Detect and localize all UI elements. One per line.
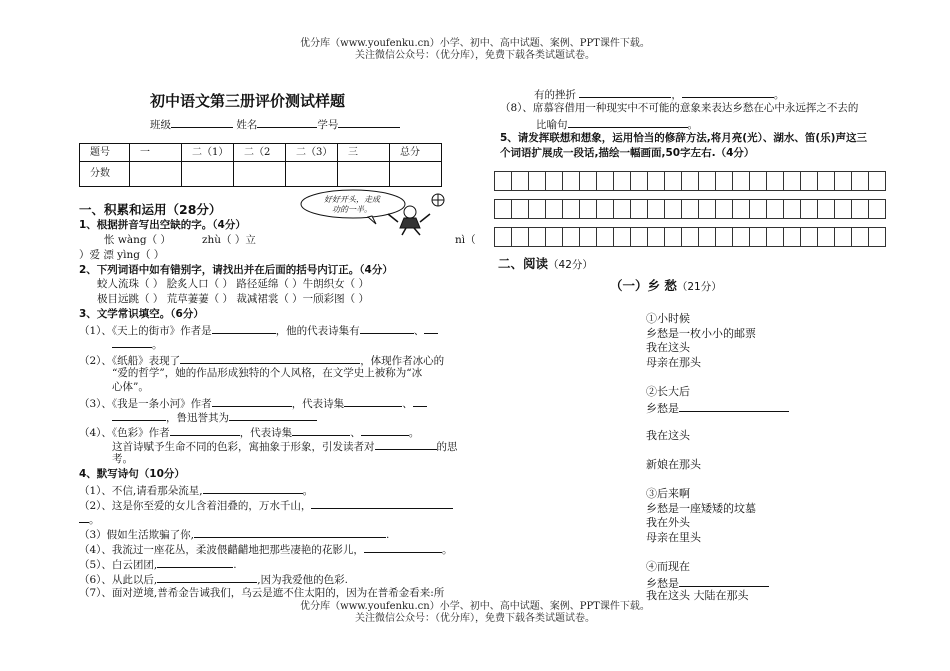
grid-cell[interactable] [647,199,665,219]
poem-line [646,473,789,488]
q4-title: 4、默写诗句（10分） [79,468,185,480]
name-label: 姓名 [236,119,258,131]
poem-score: （21分） [676,281,722,293]
q3-l4b-text: ，代表诗集 [239,427,293,439]
answer-blank[interactable] [180,352,360,364]
grid-cell[interactable] [681,171,699,191]
grid-cell[interactable] [783,227,801,247]
q3-line2-c: “爱的哲学”，她的作品形成独特的个人风格，在文学史上被称为“冰 [112,367,423,379]
q4-line7: （7）、面对逆境,普希金告诫我们，乌云是遮不住太阳的，因为在普希金看来:所 [79,587,445,599]
grid-cell[interactable] [579,199,597,219]
answer-blank[interactable] [194,526,386,538]
footer-line-1: 优分库（www.youfenku.cn）小学、初中、高中试题、案例、PPT课件下载。 [300,601,650,612]
q3-line4-cont [112,438,458,454]
q4-line5 [79,556,237,572]
grid-cell[interactable] [494,171,512,191]
q4-l5b-text: . [233,559,237,571]
grid-cell[interactable] [613,227,631,247]
poem-line: 乡愁是一座矮矮的坟墓 [646,501,756,515]
q3-l4c-text: 、 [350,427,361,439]
poem-line: 母亲在里头 [646,530,701,544]
answer-blank[interactable] [679,400,789,412]
grid-cell[interactable] [783,199,801,219]
score-cell[interactable] [182,162,234,187]
grid-row [494,171,886,191]
r1-text: 有的挫折 [534,89,576,101]
grid-cell[interactable] [698,199,716,219]
score-cell[interactable] [390,162,442,187]
score-header-cell: 题号 [80,144,130,162]
grid-cell[interactable] [664,171,682,191]
poem-line: ④而现在 [646,560,690,574]
class-label: 班级 [150,119,171,131]
answer-blank[interactable] [424,322,438,334]
grid-row [494,227,886,247]
grid-cell[interactable] [545,199,563,219]
q4-line4 [79,541,452,557]
grid-cell[interactable] [647,171,665,191]
grid-cell[interactable] [715,227,733,247]
grid-cell[interactable] [851,199,869,219]
header-line-1: 优分库（www.youfenku.cn）小学、初中、高中试题、案例、PPT课件下载。 [300,38,650,49]
answer-blank[interactable] [79,511,89,523]
header-line-2: 关注微信公众号：（优分库），免费下载各类试题试卷。 [355,50,595,61]
grid-cell[interactable] [749,199,767,219]
grid-cell[interactable] [528,227,546,247]
name-field[interactable] [257,116,317,128]
number-field[interactable] [338,116,400,128]
grid-cell[interactable] [579,227,597,247]
grid-cell[interactable] [817,199,835,219]
grid-cell[interactable] [630,199,648,219]
q4-l2b-text: 。 [89,514,100,526]
answer-blank[interactable] [212,322,276,334]
q3-line1-cont [112,336,163,352]
poem-line: 我在这头 大陆在那头 [646,589,749,603]
score-row-label: 分数 [80,162,130,187]
answer-blank[interactable] [375,438,437,450]
grid-cell[interactable] [766,171,784,191]
q3-l3d-text: ，鲁迅誉其为 [166,412,229,424]
grid-cell[interactable] [596,227,614,247]
answer-blank[interactable] [212,395,292,407]
grid-cell[interactable] [511,227,529,247]
page-title: 初中语文第三册评价测试样题 [150,92,346,110]
grid-row [494,199,886,219]
poem-line [646,414,789,429]
grid-cell[interactable] [732,171,750,191]
page-footer [0,601,950,625]
r1b-text: ， [671,89,682,101]
q4-l6b-text: ,因为我爱他的色彩. [257,574,348,586]
q3-l3c-text: 、 [402,398,413,410]
poem-line-blank [646,400,789,415]
q4-l3b-text: . [386,529,390,541]
poem-line: 新娘在那头 [646,457,701,471]
q1-line2: ）爱 漂 yìng（ ） [79,249,165,261]
grid-cell[interactable] [732,227,750,247]
grid-cell[interactable] [494,227,512,247]
q3-l3b-text: ，代表诗集 [291,398,345,410]
poem-line: 我在这头 [646,428,690,442]
grid-cell[interactable] [715,199,733,219]
answer-blank[interactable] [568,116,688,128]
poem-line: ①小时候 [646,312,690,325]
score-header-cell: 一 [130,144,182,162]
q3-l1d-text: 。 [152,339,163,351]
grid-cell[interactable] [749,171,767,191]
q2-title: 2、下列词语中如有错别字，请找出并在后面的括号内订正。（4分） [79,264,393,276]
poem-line [646,443,789,458]
answer-blank[interactable] [229,409,317,421]
r1c-text: 。 [773,89,785,101]
q4-l3-text: （3）假如生活欺骗了你, [79,529,195,541]
cartoon-text-2: 功的一半。 [332,205,372,214]
score-cell[interactable] [234,162,286,187]
grid-cell[interactable] [664,227,682,247]
grid-cell[interactable] [681,227,699,247]
q4-l1-text: （1）、不信,请看那朵流星, [79,485,203,497]
poem-title-text: （一）乡 愁 [610,278,677,293]
grid-cell[interactable] [783,171,801,191]
q3-l4-text: （4）、《色彩》作者 [79,427,170,439]
q2-line1: 蛟人流珠（ ） 脍炙人口（ ） 路径延绵（ ）牛朗织女（ ） [97,278,370,290]
score-cell[interactable] [286,162,338,187]
grid-cell[interactable] [545,171,563,191]
answer-blank[interactable] [360,322,414,334]
grid-cell[interactable] [596,199,614,219]
right-line2: （8）、席慕容借用一种现实中不可能的意象来表达乡愁在心中永远挥之不去的 [500,102,859,114]
q4-l6-text: （6）、从此以后, [79,574,158,586]
grid-cell[interactable] [800,171,818,191]
grid-cell[interactable] [630,227,648,247]
grid-cell[interactable] [528,171,546,191]
score-header-cell: 三 [338,144,390,162]
q3-l1-text: （1）、《天上的街市》作者是 [79,325,212,337]
cartoon-text-1: 好好开头，走成 [324,195,380,204]
poem-title [610,278,722,295]
grid-cell[interactable] [749,227,767,247]
grid-cell[interactable] [715,171,733,191]
section-2-score: （42分） [548,259,593,271]
answer-blank[interactable] [112,336,152,348]
q5-title-line2: 个词语扩展成一段话,描绘一幅画面,50字左右.（4分） [500,147,755,159]
poem-line: 我在这头 [646,341,690,355]
grid-cell[interactable] [851,227,869,247]
q4-line6 [79,571,348,587]
page-header [0,38,950,62]
grid-cell[interactable] [698,227,716,247]
section-1-title: 一、积累和运用（28分） [79,202,222,217]
poem-line: 母亲在那头 [646,355,701,369]
poem-line [646,370,789,385]
grid-cell[interactable] [579,171,597,191]
grid-cell[interactable] [528,199,546,219]
q3-l1c-text: 、 [413,325,425,337]
answer-blank[interactable] [311,497,453,509]
poem-line-blank [646,575,789,590]
score-cell[interactable] [338,162,390,187]
poem-line: 乡愁是一枚小小的邮票 [646,326,756,340]
grid-cell[interactable] [681,199,699,219]
q5-title-line1: 5、请发挥联想和想象，运用恰当的修辞方法,将月亮(光）、湖水、笛(乐)声这三 [500,132,867,144]
q1-title: 1、根据拼音写出空缺的字。（4分） [79,219,246,231]
grid-cell[interactable] [613,199,631,219]
poem-line: 乡愁是 [646,576,679,590]
score-header-cell: 总分 [390,144,442,162]
right-line1 [534,86,784,102]
q4-l5-text: （5）、白云团团, [79,559,158,571]
answer-blank[interactable] [292,424,350,436]
q3-l3-text: （3）、《我是一条小河》作者 [79,398,212,410]
cartoon-illustration [298,188,458,236]
grid-cell[interactable] [800,199,818,219]
grid-cell[interactable] [868,171,886,191]
q2-line2: 极目远跳（ ） 荒草萋萋（ ） 裁减裙裳（ ）一颀彩图（ ） [97,293,370,305]
score-table [79,143,442,187]
grid-cell[interactable] [766,227,784,247]
poem-line: ②长大后 [646,384,690,398]
grid-cell[interactable] [766,199,784,219]
grid-cell[interactable] [511,199,529,219]
grid-cell[interactable] [562,171,580,191]
q4-l1b-text: 。 [302,485,314,497]
answer-blank[interactable] [361,424,409,436]
grid-cell[interactable] [647,227,665,247]
grid-cell[interactable] [834,199,852,219]
grid-cell[interactable] [868,227,886,247]
q4-line1 [79,482,313,498]
grid-cell[interactable] [732,199,750,219]
poem-line [646,546,789,561]
poem-body [646,312,789,604]
grid-cell[interactable] [664,199,682,219]
answer-blank[interactable] [157,556,233,568]
writing-grid[interactable] [494,171,886,255]
class-field[interactable] [171,116,233,128]
poem-line: 乡愁是 [646,401,679,415]
answer-blank[interactable] [679,575,769,587]
q4-line2-cont [79,511,100,527]
r3b-text: 。 [687,119,698,131]
q3-line4-end: 考。 [112,453,133,465]
q3-l1b-text: ，他的代表诗集有 [275,325,360,337]
answer-blank[interactable] [203,482,303,494]
grid-cell[interactable] [562,227,580,247]
grid-cell[interactable] [834,171,852,191]
grid-cell[interactable] [494,199,512,219]
answer-blank[interactable] [170,424,240,436]
answer-blank[interactable] [579,86,671,98]
q1-line1-a: 怅 wàng（ ） [104,234,171,246]
grid-cell[interactable] [817,171,835,191]
poem-line: 我在外头 [646,516,690,530]
score-header-cell: 二（2 [234,144,286,162]
answer-blank[interactable] [364,541,442,553]
answer-blank[interactable] [682,86,774,98]
q4-l4b-text: 。 [441,544,453,556]
answer-blank[interactable] [157,571,257,583]
grid-cell[interactable] [545,227,563,247]
q1-line1-c: nì（ [455,234,476,246]
q3-l4f-text: 的思 [436,441,458,453]
score-cell[interactable] [130,162,182,187]
answer-blank[interactable] [112,409,166,421]
section-2-title [498,256,593,273]
q3-line3-cont [112,409,317,425]
grid-cell[interactable] [817,227,835,247]
student-info-line [150,116,400,132]
grid-cell[interactable] [834,227,852,247]
q4-line2 [79,497,453,513]
poem-line: ③后来啊 [646,487,690,501]
q4-l2-text: （2）、这是你至爱的女儿含着泪叠的，万水千山， [79,500,312,512]
q3-title: 3、文学常识填空。（6分） [79,308,204,320]
grid-cell[interactable] [851,171,869,191]
grid-cell[interactable] [613,171,631,191]
grid-cell[interactable] [596,171,614,191]
q3-l4d-text: 。 [408,427,420,439]
answer-blank[interactable] [413,395,427,407]
grid-cell[interactable] [511,171,529,191]
section-2-label: 二、阅读 [498,256,549,271]
grid-cell[interactable] [868,199,886,219]
grid-cell[interactable] [698,171,716,191]
q3-l4e-text: 这首诗赋予生命不同的色彩，寓抽象于形象，引发读者对 [112,441,375,453]
score-header-cell: 二（3） [286,144,338,162]
q3-l2b-text: ，体现作者冰心的 [360,355,445,367]
right-line3 [536,116,698,132]
grid-cell[interactable] [630,171,648,191]
q3-l2-text: （2）、《纸船》表现了 [79,355,181,367]
number-label: 学号 [317,119,339,131]
grid-cell[interactable] [562,199,580,219]
grid-cell[interactable] [800,227,818,247]
answer-blank[interactable] [344,395,402,407]
q3-line2-d: 心体”。 [112,381,149,393]
score-header-cell: 二（1） [182,144,234,162]
footer-line-2: 关注微信公众号：（优分库），免费下载各类试题试卷。 [355,613,595,624]
q4-line3 [79,526,389,542]
q1-line1-b: zhù（ ）立 [202,234,256,246]
q4-l4-text: （4）、我流过一座花丛，柔波偎齰齰地把那些凄艳的花影儿， [79,544,364,556]
r3-text: 比喻句 [536,119,568,131]
